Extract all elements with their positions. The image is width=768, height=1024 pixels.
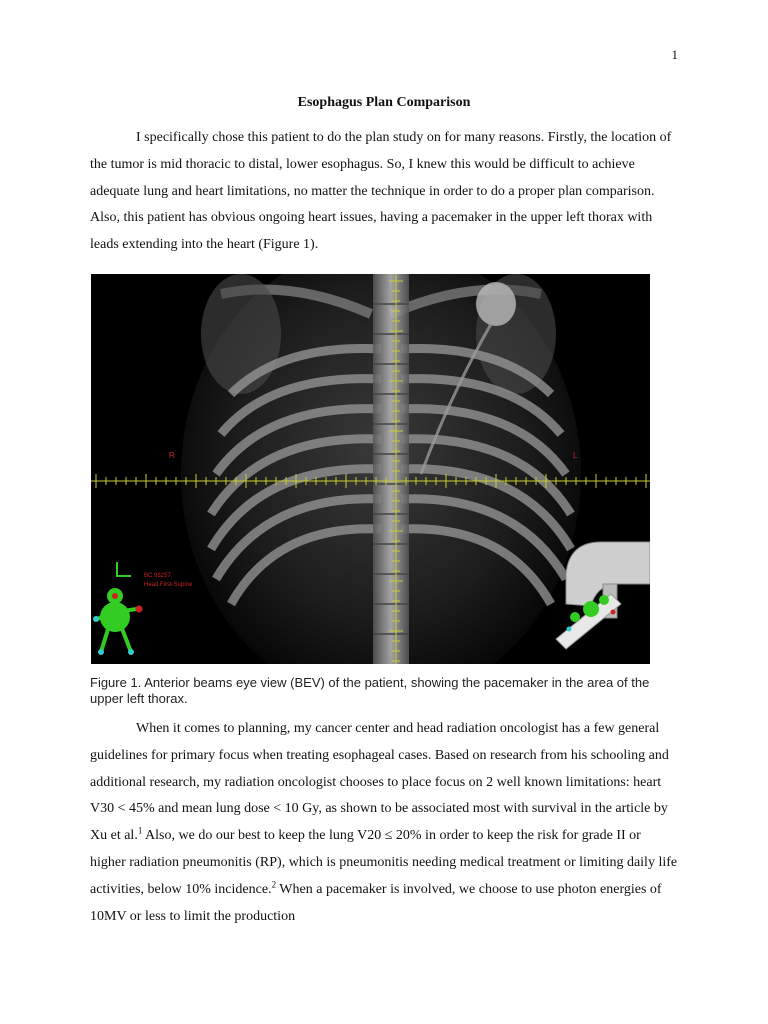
pacemaker: [476, 282, 516, 326]
label-right: R: [169, 451, 175, 460]
bev-image: [91, 274, 650, 664]
paragraph-planning-part1: When it comes to planning, my cancer center and head radiation oncologist has a few general guidelines for primary focus when treating esophageal cases. Based on research from his schooling and additional research, my radiation oncologist chooses to place focus on 2 well known limitations: heart V30 < 45% and mean lung dose < 10 Gy, as shown to be associated most with survival in the article by Xu et al.: [90, 721, 669, 844]
label-left: L: [573, 451, 578, 460]
bev-figure: [91, 274, 650, 664]
page-number: 1: [671, 47, 678, 62]
reference-1: 1: [137, 825, 143, 836]
paragraph-planning-part3: When a pacemaker is involved, we choose to use photon energies of 10MV or less to limit the production: [90, 881, 662, 924]
reference-2: 2: [271, 879, 277, 890]
figure-caption: Figure 1. Anterior beams eye view (BEV) of the patient, showing the pacemaker in the area of the upper left thorax.: [90, 675, 650, 706]
page-title: Esophagus Plan Comparison: [297, 95, 471, 110]
overlay-orientation: Head First-Supine: [144, 582, 193, 588]
overlay-id: BC 93257: [144, 573, 171, 579]
paragraph-planning: [90, 716, 680, 930]
paragraph-intro: I specifically chose this patient to do the plan study on for many reasons. Firstly, the location of the tumor is mid thoracic to distal, lower esophagus. So, I knew this would be difficult to achieve adequate lung and heart limitations, no matter the technique in order to do a proper plan comparison. Also, this patient has obvious ongoing heart issues, having a pacemaker in the upper left thorax with leads extending into the heart (Figure 1).: [90, 130, 672, 253]
paragraph-planning-part2: Also, we do our best to keep the lung V20 ≤ 20% in order to keep the risk for grade II or higher radiation pneumonitis (RP), which is pneumonitis needing medical treatment or limiting daily life activities, below 10% incidence.: [90, 828, 678, 897]
spine: [373, 274, 409, 664]
